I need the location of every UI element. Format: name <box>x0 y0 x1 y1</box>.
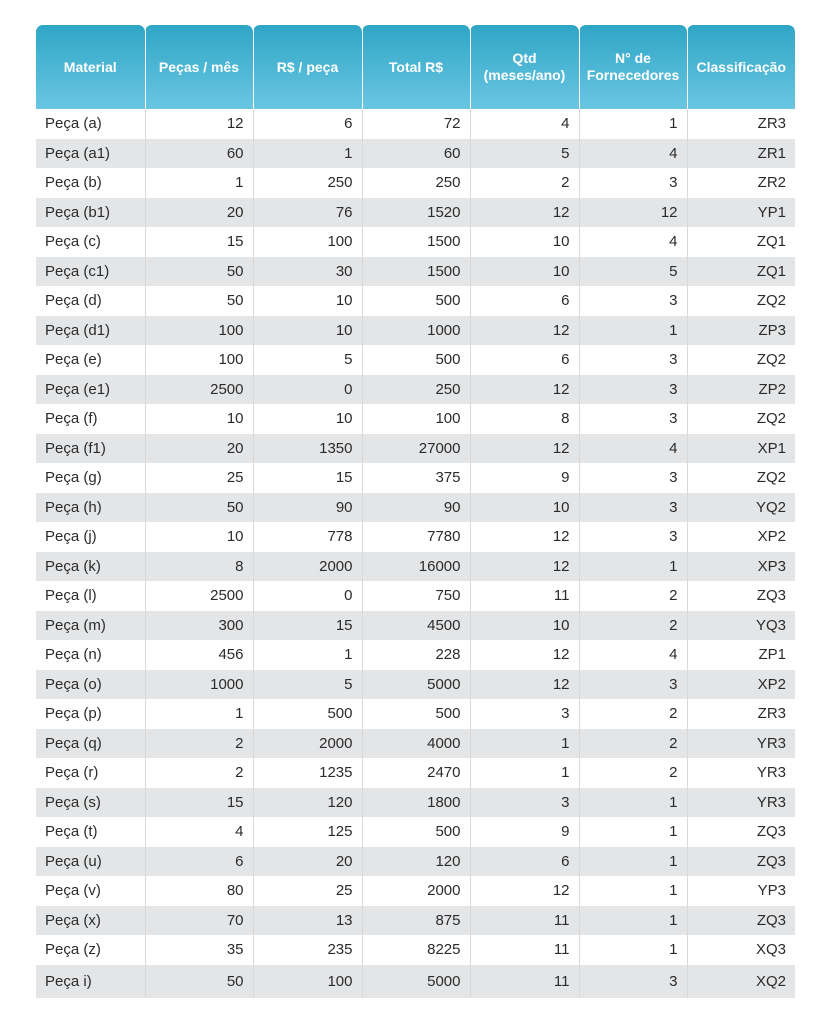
table-row <box>36 198 795 228</box>
cell-qtd-meses: 11 <box>470 581 579 611</box>
cell-classificacao: XQ2 <box>687 965 795 998</box>
cell-classificacao: ZQ3 <box>687 817 795 847</box>
cell-qtd-meses: 12 <box>470 316 579 346</box>
cell-qtd-meses: 12 <box>470 434 579 464</box>
header-qtd-meses: Qtd (meses/ano) <box>470 25 579 109</box>
cell-preco-peca: 90 <box>253 493 362 523</box>
cell-material: Peça (v) <box>36 876 145 906</box>
cell-num-fornecedores: 1 <box>579 935 687 965</box>
table-row <box>36 552 795 582</box>
cell-material: Peça (u) <box>36 847 145 877</box>
cell-pecas-mes: 50 <box>145 493 253 523</box>
cell-classificacao: YR3 <box>687 758 795 788</box>
cell-num-fornecedores: 2 <box>579 581 687 611</box>
table-row <box>36 876 795 906</box>
cell-total: 4000 <box>362 729 470 759</box>
cell-preco-peca: 5 <box>253 670 362 700</box>
cell-material: Peça (x) <box>36 906 145 936</box>
cell-total: 16000 <box>362 552 470 582</box>
table-row <box>36 581 795 611</box>
cell-total: 750 <box>362 581 470 611</box>
header-classificacao: Classificação <box>687 25 795 109</box>
cell-classificacao: ZP3 <box>687 316 795 346</box>
cell-num-fornecedores: 1 <box>579 876 687 906</box>
table-row <box>36 729 795 759</box>
table-row <box>36 670 795 700</box>
cell-num-fornecedores: 3 <box>579 522 687 552</box>
cell-num-fornecedores: 1 <box>579 817 687 847</box>
cell-pecas-mes: 2 <box>145 729 253 759</box>
cell-material: Peça (a1) <box>36 139 145 169</box>
table-row <box>36 640 795 670</box>
cell-material: Peça (z) <box>36 935 145 965</box>
table-row <box>36 139 795 169</box>
table-row <box>36 404 795 434</box>
cell-num-fornecedores: 1 <box>579 906 687 936</box>
cell-preco-peca: 6 <box>253 109 362 139</box>
cell-classificacao: ZQ2 <box>687 345 795 375</box>
cell-classificacao: XP1 <box>687 434 795 464</box>
cell-total: 60 <box>362 139 470 169</box>
cell-total: 100 <box>362 404 470 434</box>
cell-qtd-meses: 1 <box>470 758 579 788</box>
cell-num-fornecedores: 4 <box>579 434 687 464</box>
cell-pecas-mes: 2 <box>145 758 253 788</box>
cell-num-fornecedores: 1 <box>579 847 687 877</box>
table-row <box>36 227 795 257</box>
cell-classificacao: XP2 <box>687 522 795 552</box>
cell-classificacao: ZQ1 <box>687 257 795 287</box>
cell-classificacao: YR3 <box>687 729 795 759</box>
cell-total: 7780 <box>362 522 470 552</box>
cell-total: 500 <box>362 817 470 847</box>
table-row <box>36 522 795 552</box>
cell-pecas-mes: 12 <box>145 109 253 139</box>
cell-num-fornecedores: 12 <box>579 198 687 228</box>
materials-table-container <box>36 25 795 998</box>
table-row <box>36 965 795 998</box>
table-row <box>36 788 795 818</box>
cell-pecas-mes: 1000 <box>145 670 253 700</box>
table-row <box>36 257 795 287</box>
cell-classificacao: YR3 <box>687 788 795 818</box>
cell-qtd-meses: 4 <box>470 109 579 139</box>
cell-total: 500 <box>362 345 470 375</box>
cell-preco-peca: 10 <box>253 404 362 434</box>
cell-qtd-meses: 6 <box>470 847 579 877</box>
cell-classificacao: ZQ2 <box>687 463 795 493</box>
cell-pecas-mes: 35 <box>145 935 253 965</box>
cell-num-fornecedores: 3 <box>579 168 687 198</box>
cell-total: 875 <box>362 906 470 936</box>
cell-total: 8225 <box>362 935 470 965</box>
cell-preco-peca: 1350 <box>253 434 362 464</box>
cell-pecas-mes: 80 <box>145 876 253 906</box>
cell-preco-peca: 125 <box>253 817 362 847</box>
cell-total: 500 <box>362 699 470 729</box>
cell-pecas-mes: 2500 <box>145 581 253 611</box>
cell-material: Peça (k) <box>36 552 145 582</box>
cell-qtd-meses: 10 <box>470 257 579 287</box>
table-row <box>36 109 795 139</box>
cell-classificacao: XP2 <box>687 670 795 700</box>
cell-qtd-meses: 8 <box>470 404 579 434</box>
cell-total: 500 <box>362 286 470 316</box>
cell-qtd-meses: 2 <box>470 168 579 198</box>
cell-classificacao: ZQ2 <box>687 404 795 434</box>
cell-material: Peça (e1) <box>36 375 145 405</box>
cell-qtd-meses: 10 <box>470 611 579 641</box>
cell-num-fornecedores: 3 <box>579 286 687 316</box>
cell-material: Peça (b1) <box>36 198 145 228</box>
cell-total: 5000 <box>362 670 470 700</box>
cell-preco-peca: 15 <box>253 463 362 493</box>
cell-num-fornecedores: 1 <box>579 316 687 346</box>
cell-classificacao: XQ3 <box>687 935 795 965</box>
header-preco-peca: R$ / peça <box>253 25 362 109</box>
cell-preco-peca: 13 <box>253 906 362 936</box>
cell-material: Peça (c) <box>36 227 145 257</box>
cell-total: 90 <box>362 493 470 523</box>
cell-num-fornecedores: 5 <box>579 257 687 287</box>
cell-classificacao: YP3 <box>687 876 795 906</box>
cell-pecas-mes: 4 <box>145 817 253 847</box>
cell-pecas-mes: 10 <box>145 522 253 552</box>
cell-num-fornecedores: 3 <box>579 965 687 998</box>
cell-pecas-mes: 50 <box>145 286 253 316</box>
cell-pecas-mes: 60 <box>145 139 253 169</box>
cell-material: Peça (c1) <box>36 257 145 287</box>
cell-qtd-meses: 10 <box>470 227 579 257</box>
cell-classificacao: YQ2 <box>687 493 795 523</box>
table-row <box>36 286 795 316</box>
cell-classificacao: ZR2 <box>687 168 795 198</box>
cell-pecas-mes: 300 <box>145 611 253 641</box>
materials-table <box>36 25 795 998</box>
cell-total: 228 <box>362 640 470 670</box>
cell-num-fornecedores: 2 <box>579 729 687 759</box>
table-row <box>36 847 795 877</box>
cell-num-fornecedores: 4 <box>579 139 687 169</box>
cell-material: Peça (l) <box>36 581 145 611</box>
cell-material: Peça (j) <box>36 522 145 552</box>
cell-classificacao: ZQ3 <box>687 581 795 611</box>
cell-total: 250 <box>362 375 470 405</box>
cell-num-fornecedores: 1 <box>579 552 687 582</box>
cell-pecas-mes: 6 <box>145 847 253 877</box>
cell-pecas-mes: 100 <box>145 316 253 346</box>
cell-pecas-mes: 1 <box>145 699 253 729</box>
cell-preco-peca: 1235 <box>253 758 362 788</box>
cell-preco-peca: 500 <box>253 699 362 729</box>
cell-qtd-meses: 11 <box>470 935 579 965</box>
cell-qtd-meses: 12 <box>470 876 579 906</box>
cell-classificacao: ZP2 <box>687 375 795 405</box>
cell-material: Peça (a) <box>36 109 145 139</box>
cell-pecas-mes: 20 <box>145 434 253 464</box>
cell-qtd-meses: 6 <box>470 345 579 375</box>
cell-classificacao: ZQ3 <box>687 906 795 936</box>
table-row <box>36 611 795 641</box>
cell-qtd-meses: 12 <box>470 198 579 228</box>
cell-qtd-meses: 9 <box>470 463 579 493</box>
cell-qtd-meses: 12 <box>470 640 579 670</box>
header-pecas-mes: Peças / mês <box>145 25 253 109</box>
cell-num-fornecedores: 2 <box>579 611 687 641</box>
cell-qtd-meses: 12 <box>470 522 579 552</box>
cell-preco-peca: 250 <box>253 168 362 198</box>
cell-classificacao: ZR3 <box>687 109 795 139</box>
cell-qtd-meses: 3 <box>470 788 579 818</box>
table-row <box>36 906 795 936</box>
cell-material: Peça (p) <box>36 699 145 729</box>
cell-total: 2000 <box>362 876 470 906</box>
cell-pecas-mes: 70 <box>145 906 253 936</box>
table-row <box>36 168 795 198</box>
cell-preco-peca: 120 <box>253 788 362 818</box>
cell-material: Peça (d1) <box>36 316 145 346</box>
cell-num-fornecedores: 3 <box>579 345 687 375</box>
cell-qtd-meses: 3 <box>470 699 579 729</box>
cell-pecas-mes: 456 <box>145 640 253 670</box>
cell-qtd-meses: 5 <box>470 139 579 169</box>
header-num-fornecedores: N° de Fornecedores <box>579 25 687 109</box>
cell-num-fornecedores: 1 <box>579 788 687 818</box>
cell-qtd-meses: 6 <box>470 286 579 316</box>
cell-qtd-meses: 11 <box>470 965 579 998</box>
cell-total: 27000 <box>362 434 470 464</box>
cell-preco-peca: 778 <box>253 522 362 552</box>
cell-total: 1500 <box>362 257 470 287</box>
header-row <box>36 25 795 109</box>
cell-total: 1500 <box>362 227 470 257</box>
cell-pecas-mes: 25 <box>145 463 253 493</box>
cell-num-fornecedores: 3 <box>579 493 687 523</box>
table-row <box>36 316 795 346</box>
cell-total: 5000 <box>362 965 470 998</box>
cell-preco-peca: 10 <box>253 286 362 316</box>
cell-material: Peça (f1) <box>36 434 145 464</box>
cell-material: Peça (s) <box>36 788 145 818</box>
cell-material: Peça (o) <box>36 670 145 700</box>
cell-pecas-mes: 8 <box>145 552 253 582</box>
cell-total: 1520 <box>362 198 470 228</box>
cell-material: Peça (n) <box>36 640 145 670</box>
cell-preco-peca: 2000 <box>253 729 362 759</box>
cell-preco-peca: 0 <box>253 375 362 405</box>
cell-classificacao: XP3 <box>687 552 795 582</box>
cell-pecas-mes: 15 <box>145 227 253 257</box>
cell-classificacao: ZQ3 <box>687 847 795 877</box>
cell-preco-peca: 30 <box>253 257 362 287</box>
cell-material: Peça (g) <box>36 463 145 493</box>
cell-total: 72 <box>362 109 470 139</box>
cell-pecas-mes: 100 <box>145 345 253 375</box>
cell-total: 1000 <box>362 316 470 346</box>
cell-num-fornecedores: 1 <box>579 109 687 139</box>
cell-total: 375 <box>362 463 470 493</box>
cell-material: Peça (m) <box>36 611 145 641</box>
cell-material: Peça (f) <box>36 404 145 434</box>
cell-classificacao: YQ3 <box>687 611 795 641</box>
cell-total: 1800 <box>362 788 470 818</box>
cell-num-fornecedores: 3 <box>579 670 687 700</box>
cell-preco-peca: 15 <box>253 611 362 641</box>
cell-pecas-mes: 20 <box>145 198 253 228</box>
cell-preco-peca: 0 <box>253 581 362 611</box>
cell-classificacao: ZR3 <box>687 699 795 729</box>
header-material: Material <box>36 25 145 109</box>
cell-pecas-mes: 50 <box>145 257 253 287</box>
cell-qtd-meses: 12 <box>470 375 579 405</box>
cell-material: Peça i) <box>36 965 145 998</box>
table-row <box>36 758 795 788</box>
cell-classificacao: ZP1 <box>687 640 795 670</box>
cell-pecas-mes: 10 <box>145 404 253 434</box>
cell-material: Peça (r) <box>36 758 145 788</box>
cell-pecas-mes: 15 <box>145 788 253 818</box>
cell-qtd-meses: 12 <box>470 552 579 582</box>
table-row <box>36 817 795 847</box>
table-row <box>36 699 795 729</box>
cell-preco-peca: 2000 <box>253 552 362 582</box>
cell-pecas-mes: 1 <box>145 168 253 198</box>
table-row <box>36 463 795 493</box>
table-header <box>36 25 795 109</box>
cell-total: 2470 <box>362 758 470 788</box>
cell-material: Peça (h) <box>36 493 145 523</box>
cell-material: Peça (q) <box>36 729 145 759</box>
cell-num-fornecedores: 3 <box>579 404 687 434</box>
cell-num-fornecedores: 4 <box>579 640 687 670</box>
cell-preco-peca: 100 <box>253 965 362 998</box>
cell-preco-peca: 20 <box>253 847 362 877</box>
cell-preco-peca: 235 <box>253 935 362 965</box>
cell-preco-peca: 1 <box>253 139 362 169</box>
table-body <box>36 109 795 998</box>
cell-total: 250 <box>362 168 470 198</box>
cell-preco-peca: 100 <box>253 227 362 257</box>
table-row <box>36 935 795 965</box>
cell-material: Peça (b) <box>36 168 145 198</box>
cell-preco-peca: 1 <box>253 640 362 670</box>
cell-qtd-meses: 12 <box>470 670 579 700</box>
table-row <box>36 345 795 375</box>
table-row <box>36 434 795 464</box>
cell-num-fornecedores: 3 <box>579 375 687 405</box>
cell-classificacao: ZQ2 <box>687 286 795 316</box>
cell-qtd-meses: 11 <box>470 906 579 936</box>
cell-total: 4500 <box>362 611 470 641</box>
cell-num-fornecedores: 2 <box>579 699 687 729</box>
cell-num-fornecedores: 2 <box>579 758 687 788</box>
cell-classificacao: ZR1 <box>687 139 795 169</box>
cell-pecas-mes: 2500 <box>145 375 253 405</box>
table-row <box>36 375 795 405</box>
cell-preco-peca: 5 <box>253 345 362 375</box>
cell-classificacao: ZQ1 <box>687 227 795 257</box>
cell-num-fornecedores: 3 <box>579 463 687 493</box>
cell-pecas-mes: 50 <box>145 965 253 998</box>
table-row <box>36 493 795 523</box>
cell-preco-peca: 25 <box>253 876 362 906</box>
cell-qtd-meses: 9 <box>470 817 579 847</box>
header-total: Total R$ <box>362 25 470 109</box>
cell-material: Peça (d) <box>36 286 145 316</box>
cell-qtd-meses: 1 <box>470 729 579 759</box>
cell-classificacao: YP1 <box>687 198 795 228</box>
cell-num-fornecedores: 4 <box>579 227 687 257</box>
cell-preco-peca: 10 <box>253 316 362 346</box>
cell-preco-peca: 76 <box>253 198 362 228</box>
cell-material: Peça (e) <box>36 345 145 375</box>
cell-material: Peça (t) <box>36 817 145 847</box>
cell-qtd-meses: 10 <box>470 493 579 523</box>
cell-total: 120 <box>362 847 470 877</box>
